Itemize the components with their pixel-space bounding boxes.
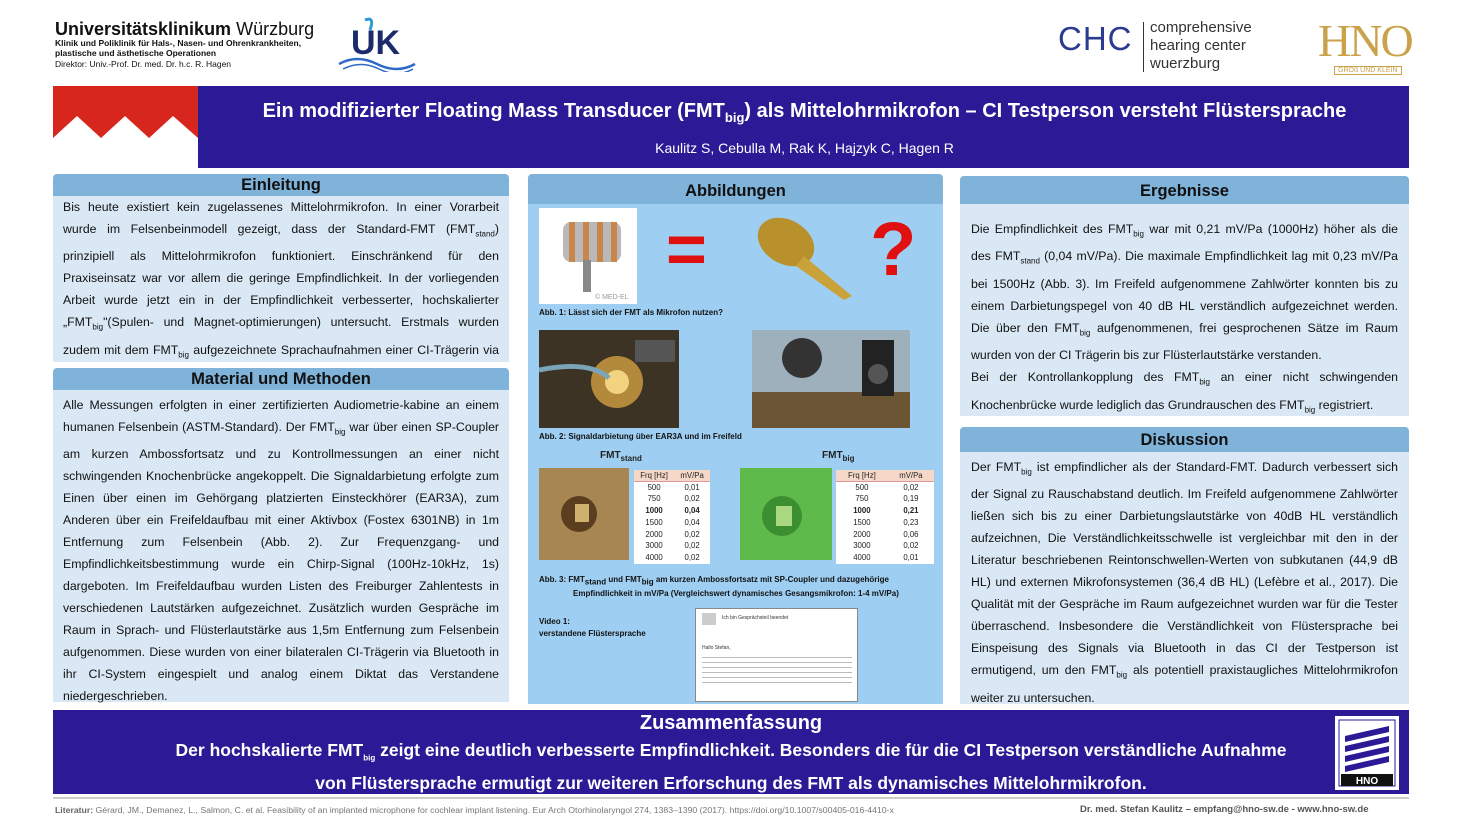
svg-text:HNO: HNO <box>1355 776 1379 787</box>
col-frq: Frq [Hz] <box>836 470 888 481</box>
hno-logo: HNO <box>1318 15 1412 66</box>
col-mv: mV/Pa <box>888 470 934 481</box>
copyright: © MED-EL <box>595 294 629 301</box>
table-row: 2000 0,02 <box>645 529 700 539</box>
section-body: Alle Messungen erfolgten in einer zertifizierten Audiometrie-kabine an einem humanen Felsenbein (ASTM-Standard). Der $FMT_{big}$ war über einen SP-Coupler am kurzen Ambossfortsatz und zu Kontrollmessungen an einer nicht schwingenden Knochenbrücke angekoppelt. Die Signaldarbietung erfolgte zum Einen über einen im Gehörgang platzierten Einsteckhörer (EAR3A), zum Anderen über ein Freifeldaufbau mit einer Aktivbox (Fostex 6301NB) in 1m Entfernung zum Felsenbein (Abb. 2). Zur Frequenzgang- und Empfindlichkeitsbestimmung wurde ein Chirp-Signal (100Hz-10kHz, 1s) dargeboten. Im Freifeldaufbau wurden Listen des Freiburger Zahlentests in verschiedenen Lautstärken aufgezeichnet. Zusätzlich wurden Gespräche im Raum in Sprach- und Flüsterlautstärke aus 1,5m Entfernung zum Felsenbein aufgenommen. Diese wurden von einer bilateralen CI-Trägerin via Bluetooth in ihr CI-System eingespielt und analog einem Diktat das Verstandene niedergeschrieben. <box>53 390 509 702</box>
authors: Kaulitz S, Cebulla M, Rak K, Hajzyk C, Hagen R <box>655 140 954 156</box>
section-heading: Ergebnisse <box>960 176 1409 204</box>
literature-reference: Literatur: Gérard, JM., Demanez, L., Salmon, C. et al. Feasibility of an implanted microphone for cochlear implant listening. Eur Arch Otorhinolaryngol 274, 1383–1390 (2017). https://doi.org/10.1007/s00405-016-4410-x <box>55 805 894 815</box>
summary-banner <box>53 710 1409 794</box>
poster-title: Ein modifizierter Floating Mass Transducer $(FMT_{big})$ als Mittelohrmikrofon – CI Testperson versteht Flüstersprache <box>262 100 1347 125</box>
table-row: 4000 0,01 <box>853 553 919 563</box>
summary-text: Der hochskalierte $FMT_{big}$ zeigt eine deutlich verbesserte Empfindlichkeit. Besonders die für die CI Testperson verständliche Aufnahme von Flüstersprache ermutigt zur weiteren Erforschung des FMT als dynamisches Mittelohrmikrofon. <box>175 740 1287 793</box>
table-fmt-big <box>836 470 934 564</box>
freefield-photo <box>752 330 910 428</box>
director: Direktor: Univ.-Prof. Dr. med. Dr. h.c. R. Hagen <box>55 59 232 69</box>
section-heading: Einleitung <box>53 174 509 196</box>
table-row: 1500 0,04 <box>645 517 700 527</box>
fmt-stand-photo <box>539 468 629 560</box>
caption-abb2: Abb. 2: Signaldarbietung über EAR3A und im Freifeld <box>539 432 742 441</box>
section-heading: Diskussion <box>960 427 1409 452</box>
section-einleitung <box>53 174 509 362</box>
caption-abb1: Abb. 1: Lässt sich der FMT als Mikrofon nutzen? <box>539 308 724 317</box>
video-doc-line: Hallo Stefan, <box>702 645 731 651</box>
table-row: 1000 0,21 <box>853 505 919 515</box>
table-row: 3000 0,02 <box>853 541 919 551</box>
earphone-photo <box>539 330 679 428</box>
section-body: Die Empfindlichkeit des $FMT_{big}$ war mit 0,21 mV/Pa (1000Hz) höher als die des $FMT_{stand}$ (0,04 mV/Pa). Die maximale Empfindlichkeit lag mit 0,23 mV/Pa bei 1500Hz (Abb. 3). Im Freifeld aufgenommene Zahlwörter konnten bis zu einem Darbietungspegel von 40 dB HL verständlich aufgezeichnet werden. Die über den $FMT_{big}$ aufgenommenen, frei gesprochenen Sätze im Raum wurden von der CI Trägerin bis zur Flüsterlautstärke verstanden. Bei der Kontrollankopplung des $FMT_{big}$ an einer nicht schwingenden Knochenbrücke wurde lediglich das Grundrauschen des $FMT_{big}$ registriert. <box>960 204 1409 416</box>
table-row: 1500 0,23 <box>853 517 919 527</box>
institution-name: Universitätsklinikum Würzburg <box>55 19 315 39</box>
section-body: Der $FMT_{big}$ ist empfindlicher als der Standard-FMT. Dadurch verbessert sich der Signal zu Rauschabstand deutlich. Im Freifeld aufgenommene Zahlwörter ließen sich bis zu einer Darbietungslautstärke von 40dB HL verständlich aufzeichnen, Die Verständlichkeitsschwelle ist vergleichbar mit den in der Literatur beschriebenen Reintonschwellen-Werten von subkutanen (44,9 dB HL) und externen Mikrofonsystemen (36,4 dB HL) (Lefèbre et al., 2017). Die Qualität mit der Gespräche im Raum aufgezeichnet wurden war für die Tester überraschend. Insbesondere die Verständlichkeit von Flüstersprache bei Einspeisung des Signals via Bluetooth in das CI der Testperson ist ermutigend, um den $FMT_{big}$ als potentiell praxistaugliches Mittelohrmikrofon weiter zu untersuchen. <box>960 452 1409 704</box>
ukw-logo <box>335 14 420 72</box>
question-mark: ? <box>870 207 917 292</box>
contact-info: Dr. med. Stefan Kaulitz – empfang@hno-sw.de - www.hno-sw.de <box>1080 804 1369 815</box>
equals-sign: = <box>666 210 707 288</box>
caption-abb3: Abb. 3: $FMT_{stand}$ und $FMT_{big}$ am kurzen Ambossfortsatz mit SP-Coupler und dazugehörige Empfindlichkeit in mV/Pa (Vergleichswert dynamisches Gesangsmikrofon: 1-4 mV/Pa) <box>539 575 899 598</box>
section-heading: Abbildungen <box>528 174 943 204</box>
video-text-lines <box>702 653 852 687</box>
clinic-name: Klinik und Poliklinik für Hals-, Nasen- und Ohrenkrankheiten, plastische und ästhetische Operationen <box>55 38 302 58</box>
table-row: 500 0,01 <box>647 482 700 492</box>
chc-logo: CHC <box>1058 20 1133 57</box>
video-frame[interactable] <box>695 608 858 702</box>
chc-divider <box>1143 22 1144 72</box>
fmt-big-photo <box>740 468 832 560</box>
table-fmt-stand <box>634 470 710 564</box>
col-frq: Frq [Hz] <box>634 470 674 481</box>
fmt-big-label: $FMT_{big}$ <box>822 450 855 463</box>
table-row: 2000 0,06 <box>853 529 919 539</box>
hno-logo-sub: GROß UND KLEIN <box>1334 66 1402 75</box>
video-thumb-icon <box>702 613 716 625</box>
fmt-stand-label: $FMT_{stand}$ <box>600 450 642 463</box>
section-methoden <box>53 368 509 702</box>
ukw-logo-text: UK <box>351 24 401 62</box>
hno-building-logo <box>1335 716 1399 790</box>
section-abbildungen <box>528 174 943 704</box>
col-mv: mV/Pa <box>674 470 710 481</box>
summary-heading: Zusammenfassung <box>639 712 823 734</box>
section-diskussion <box>960 427 1409 704</box>
section-ergebnisse <box>960 176 1409 416</box>
table-row: 750 0,19 <box>855 494 919 504</box>
microphone-photo <box>748 212 858 300</box>
table-row: 4000 0,02 <box>645 553 700 563</box>
table-row: 500 0,02 <box>855 482 919 492</box>
franconian-rake-flag <box>53 86 198 168</box>
chc-text: comprehensive hearing center wuerzburg <box>1150 19 1252 72</box>
table-row: 750 0,02 <box>647 494 700 504</box>
section-body: Bis heute existiert kein zugelassenes Mittelohrmikrofon. In einer Vorarbeit wurde im Felsenbeinmodell gezeigt, dass der Standard-FMT $(FMT_{stand})$ prinzipiell als Mittelohrmikrofon funktioniert. Einschränkend für den Praxiseinsatz war vor allem die geringe Empfindlichkeit. In der vorliegenden Arbeit wurde jetzt ein in der Empfindlichkeit verbesserter, hochskalierter $„FMT_{big}"(Spulen-$ und Magnet-optimierungen) untersucht. Erstmals wurden zudem mit dem $FMT_{big}$ aufgezeichnete Sprachaufnahmen einer CI-Trägerin via <box>53 196 509 362</box>
video-doc-title: Ich bin Gesprächsteil beendet <box>722 615 789 621</box>
figure-panel <box>528 204 943 704</box>
table-row: 1000 0,04 <box>645 505 700 515</box>
caption-video: Video 1: verstandene Flüstersprache <box>539 617 646 638</box>
footer-rule <box>53 797 1409 799</box>
fmt-photo <box>539 208 637 304</box>
section-heading: Material und Methoden <box>53 368 509 390</box>
table-row: 3000 0,02 <box>645 541 700 551</box>
